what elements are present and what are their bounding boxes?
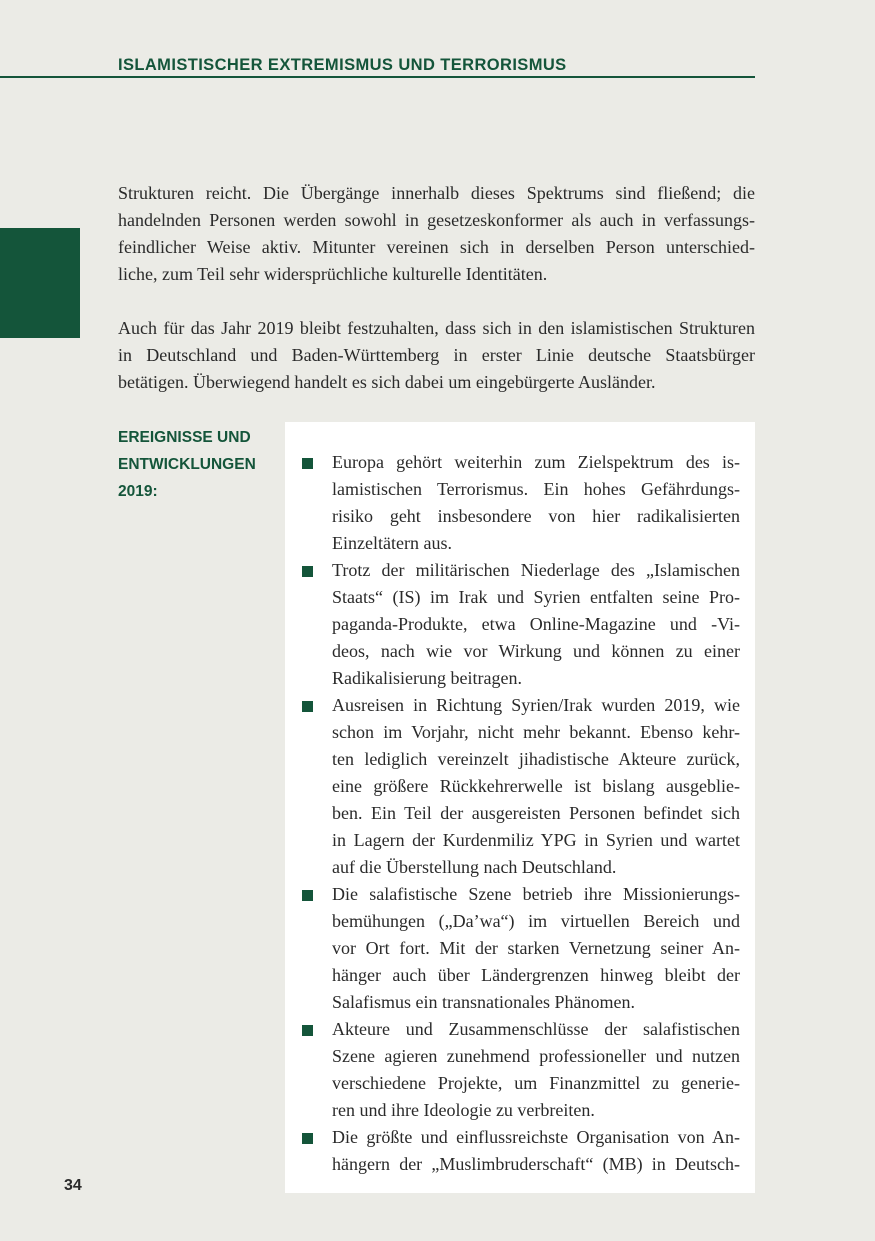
square-bullet-icon xyxy=(302,566,313,577)
bullet-line: Radikalisierung beitragen. xyxy=(332,668,522,688)
bullet-item xyxy=(300,692,740,881)
bullet-line: paganda-Produkte, etwa Online-Magazine und -Vi- xyxy=(332,614,740,634)
bullet-line: eine größere Rückkehrerwelle ist bislang ausgeblie- xyxy=(332,776,740,796)
bullet-line: Die salafistische Szene betrieb ihre Missionierungs- xyxy=(332,884,740,904)
running-header: ISLAMISTISCHER EXTREMISMUS UND TERRORISMUS xyxy=(118,56,567,74)
paragraph-line: handelnden Personen werden sowohl in gesetzeskonformer als auch in verfassungs- xyxy=(118,210,755,230)
bullet-line: Einzeltätern aus. xyxy=(332,533,452,553)
square-bullet-icon xyxy=(302,1133,313,1144)
bullet-line: Europa gehört weiterhin zum Zielspektrum des is- xyxy=(332,452,740,472)
bullet-line: in Lagern der Kurdenmiliz YPG in Syrien und wartet xyxy=(332,830,740,850)
bullet-line: Die größte und einflussreichste Organisation von An- xyxy=(332,1127,740,1147)
square-bullet-icon xyxy=(302,1025,313,1036)
sidebar-heading-line: 2019: xyxy=(118,483,158,500)
bullet-line: Salafismus ein transnationales Phänomen. xyxy=(332,992,635,1012)
bullet-line: Akteure und Zusammenschlüsse der salafistischen xyxy=(332,1019,740,1039)
paragraph-line: Auch für das Jahr 2019 bleibt festzuhalten, dass sich in den islamistischen Strukturen xyxy=(118,318,755,338)
bullet-item xyxy=(300,1124,740,1178)
header-rule xyxy=(0,76,755,78)
sidebar-heading-line: ENTWICKLUNGEN xyxy=(118,456,256,473)
bullet-line: verschiedene Projekte, um Finanzmittel zu generie- xyxy=(332,1073,740,1093)
bullet-item xyxy=(300,557,740,692)
paragraph-line: betätigen. Überwiegend handelt es sich dabei um eingebürgerte Ausländer. xyxy=(118,372,656,392)
sidebar-heading xyxy=(118,424,278,505)
bullet-line: vor Ort fort. Mit der starken Vernetzung seiner An- xyxy=(332,938,740,958)
bullet-line: risiko geht insbesondere von hier radikalisierten xyxy=(332,506,740,526)
page-number: 34 xyxy=(64,1177,82,1194)
bullet-line: ren und ihre Ideologie zu verbreiten. xyxy=(332,1100,595,1120)
bullet-line: schon im Vorjahr, nicht mehr bekannt. Ebenso kehr- xyxy=(332,722,740,742)
bullet-line: Trotz der militärischen Niederlage des „Islamischen xyxy=(332,560,740,580)
square-bullet-icon xyxy=(302,701,313,712)
paragraph-line: liche, zum Teil sehr widersprüchliche kulturelle Identitäten. xyxy=(118,264,548,284)
bullet-item xyxy=(300,1016,740,1124)
bullet-line: auf die Überstellung nach Deutschland. xyxy=(332,857,617,877)
paragraph-line: Strukturen reicht. Die Übergänge innerhalb dieses Spektrums sind fließend; die xyxy=(118,183,755,203)
chapter-tab-marker xyxy=(0,228,80,338)
bullet-line: Staats“ (IS) im Irak und Syrien entfalten seine Pro- xyxy=(332,587,740,607)
square-bullet-icon xyxy=(302,890,313,901)
bullet-line: Ausreisen in Richtung Syrien/Irak wurden 2019, wie xyxy=(332,695,740,715)
paragraph-line: feindlicher Weise aktiv. Mitunter vereinen sich in derselben Person unterschied- xyxy=(118,237,755,257)
body-paragraph-1 xyxy=(118,180,755,288)
paragraph-line: in Deutschland und Baden-Württemberg in erster Linie deutsche Staatsbürger xyxy=(118,345,755,365)
bullet-line: bemühungen („Da’wa“) im virtuellen Bereich und xyxy=(332,911,740,931)
events-bullet-list xyxy=(300,449,740,1178)
bullet-item xyxy=(300,449,740,557)
square-bullet-icon xyxy=(302,458,313,469)
sidebar-heading-line: EREIGNISSE UND xyxy=(118,429,251,446)
body-paragraph-2 xyxy=(118,315,755,396)
bullet-line: ben. Ein Teil der ausgereisten Personen befindet sich xyxy=(332,803,740,823)
bullet-item xyxy=(300,881,740,1016)
bullet-line: hänger auch über Ländergrenzen hinweg bleibt der xyxy=(332,965,740,985)
bullet-line: lamistischen Terrorismus. Ein hohes Gefährdungs- xyxy=(332,479,740,499)
bullet-line: Szene agieren zunehmend professioneller und nutzen xyxy=(332,1046,740,1066)
bullet-line: hängern der „Muslimbruderschaft“ (MB) in Deutsch- xyxy=(332,1154,740,1174)
bullet-line: ten lediglich vereinzelt jihadistische Akteure zurück, xyxy=(332,749,740,769)
bullet-line: deos, nach wie vor Wirkung und können zu einer xyxy=(332,641,740,661)
